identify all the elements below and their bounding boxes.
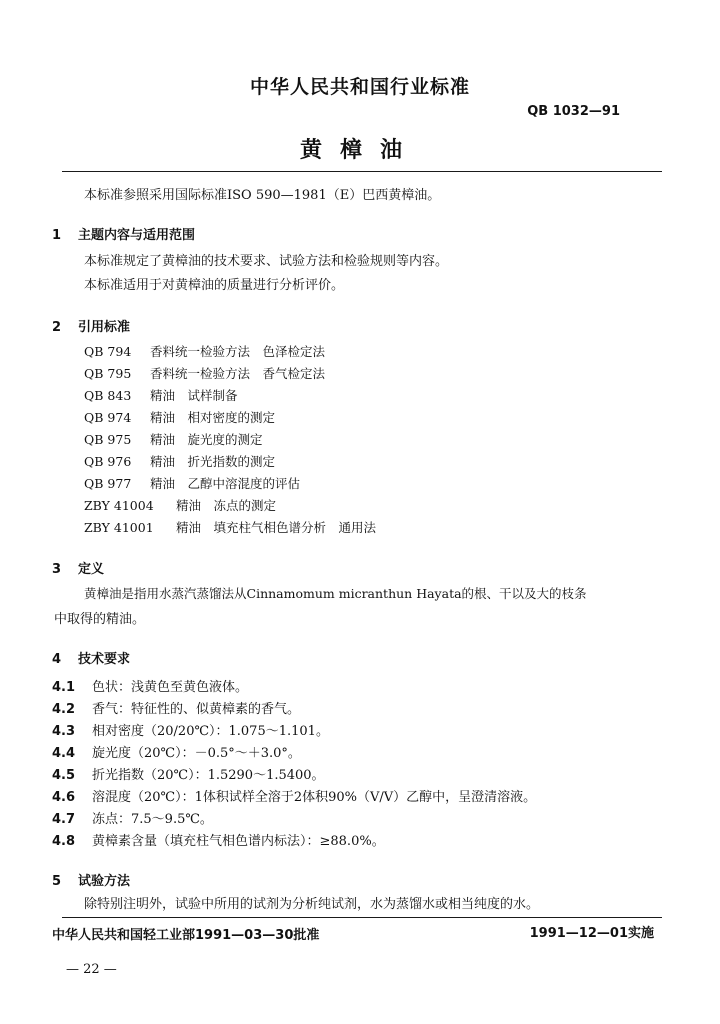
reference-code: QB 976 [84,454,132,469]
requirement-item [52,764,325,783]
requirement-number: 4.5 [52,768,76,783]
intro-paragraph: 本标准参照采用国际标准ISO 590—1981（E）巴西黄樟油。 [84,188,441,203]
standard-category-title: 中华人民共和国行业标准 [249,76,470,98]
reference-title: 精油 旋光度的测定 [150,432,263,447]
requirement-number: 4.1 [52,680,76,695]
reference-item [84,342,325,360]
standard-code: QB 1032—91 [527,104,620,119]
reference-title: 香料统一检验方法 香气检定法 [150,366,326,381]
section-1-line-1: 本标准规定了黄樟油的技术要求、试验方法和检验规则等内容。 [84,254,449,269]
document-title: 黄樟油 [299,138,420,163]
requirement-text: 冻点：7.5～9.5℃。 [92,812,213,827]
definition-line-1: 黄樟油是指用水蒸汽蒸馏法从Cinnamomum micranthun Hayata的根、干以及大的枝条 [84,586,587,601]
reference-code: ZBY 41001 [84,520,154,535]
section-5-heading [52,870,130,889]
reference-title: 精油 冻点的测定 [176,498,277,513]
reference-item [84,386,238,404]
section-4-heading [52,648,130,667]
reference-item [84,430,263,448]
page-number: — 22 — [66,962,117,977]
requirement-text: 溶混度（20℃）：1体积试样全溶于2体积90%（V/V）乙醇中，呈澄清溶液。 [92,790,537,805]
reference-item [84,408,275,426]
reference-code: QB 975 [84,432,132,447]
section-title: 引用标准 [78,320,131,335]
reference-code: QB 974 [84,410,132,425]
header-divider [62,171,662,172]
reference-item [84,364,325,382]
section-number: 3 [52,562,62,577]
requirement-item [52,720,329,739]
requirement-item [52,830,385,849]
requirement-item [52,786,536,805]
section-title: 技术要求 [78,652,131,667]
requirement-number: 4.7 [52,812,76,827]
reference-item [84,496,276,514]
definition-line-2: 中取得的精油。 [54,612,146,627]
section-number: 1 [52,228,62,243]
section-title: 定义 [78,562,105,577]
reference-title: 香料统一检验方法 色泽检定法 [150,344,326,359]
footer-divider [62,917,662,918]
reference-code: QB 795 [84,366,132,381]
requirement-item [52,808,213,827]
requirement-number: 4.4 [52,746,76,761]
requirement-text: 色状：浅黄色至黄色液体。 [92,680,249,695]
reference-code: ZBY 41004 [84,498,154,513]
requirement-item [52,742,301,761]
section-3-heading [52,558,104,577]
reference-item [84,452,275,470]
requirement-text: 黄樟素含量（填充柱气相色谱内标法）：≥88.0%。 [92,834,385,849]
section-title: 主题内容与适用范围 [78,228,196,243]
test-method-line-1: 除特别注明外，试验中所用的试剂为分析纯试剂，水为蒸馏水或相当纯度的水。 [84,897,540,912]
reference-code: QB 977 [84,476,132,491]
section-number: 5 [52,874,62,889]
requirement-text: 折光指数（20℃）：1.5290～1.5400。 [92,768,325,783]
reference-title: 精油 试样制备 [150,388,238,403]
requirement-number: 4.2 [52,702,76,717]
reference-title: 精油 相对密度的测定 [150,410,276,425]
section-number: 2 [52,320,62,335]
reference-item [84,518,376,536]
section-1-line-2: 本标准适用于对黄樟油的质量进行分析评价。 [84,278,345,293]
requirement-item [52,676,248,695]
section-2-heading [52,316,130,335]
section-1-heading [52,224,195,243]
requirement-number: 4.6 [52,790,76,805]
requirement-text: 相对密度（20/20℃）：1.075～1.101。 [92,724,329,739]
requirement-item [52,698,300,717]
requirement-text: 旋光度（20℃）：－0.5°～＋3.0°。 [92,746,301,761]
requirement-number: 4.8 [52,834,76,849]
reference-title: 精油 填充柱气相色谱分析 通用法 [176,520,377,535]
section-title: 试验方法 [78,874,131,889]
reference-code: QB 843 [84,388,132,403]
reference-code: QB 794 [84,344,132,359]
implementation-date: 1991—12—01实施 [529,926,654,941]
reference-title: 精油 乙醇中溶混度的评估 [150,476,301,491]
requirement-text: 香气：特征性的、似黄樟素的香气。 [92,702,301,717]
section-number: 4 [52,652,62,667]
reference-item [84,474,300,492]
reference-title: 精油 折光指数的测定 [150,454,276,469]
approval-info: 中华人民共和国轻工业部1991—03—30批准 [52,928,320,943]
requirement-number: 4.3 [52,724,76,739]
